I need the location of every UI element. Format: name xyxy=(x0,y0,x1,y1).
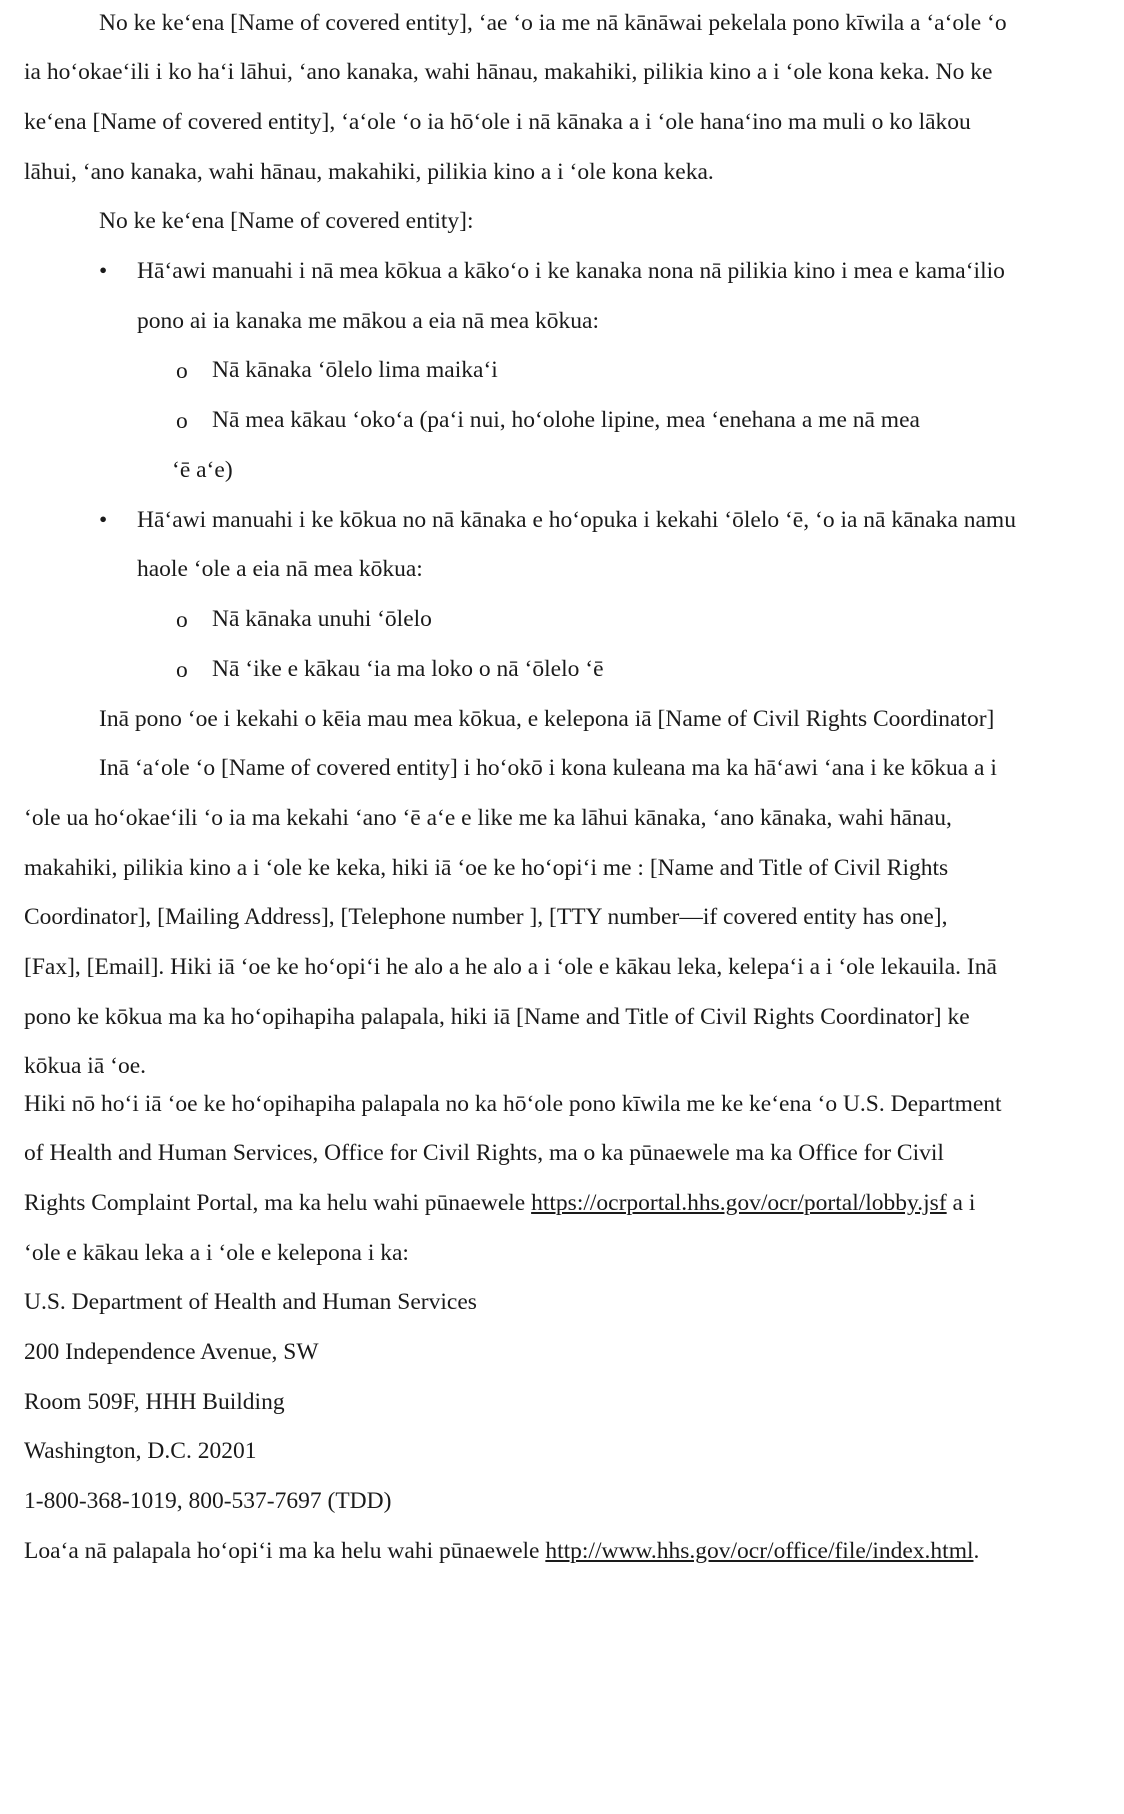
sub-bullet-marker: o xyxy=(176,607,188,633)
phone-numbers: 1-800-368-1019, 800-537-7697 (TDD) xyxy=(24,1488,392,1514)
bullet-1-line-2: pono ai ia kanaka me mākou a eia nā mea kōkua: xyxy=(137,308,599,334)
sub-bullet-1-2-line-1: Nā mea kākau ʻokoʻa (paʻi nui, hoʻolohe lipine, mea ʻenehana a me nā mea xyxy=(212,407,920,433)
paragraph-1-line-2: ia hoʻokaeʻili i ko haʻi lāhui, ʻano kanaka, wahi hānau, makahiki, pilikia kino a i ʻole kona keka. No ke xyxy=(24,59,993,85)
complaint-forms-line xyxy=(24,1536,979,1566)
paragraph-4-line-7: kōkua iā ʻoe. xyxy=(24,1053,147,1079)
address-line-1: U.S. Department of Health and Human Services xyxy=(24,1289,477,1315)
complaint-forms-text: Loaʻa nā palapala hoʻopiʻi ma ka helu wahi pūnaewele xyxy=(24,1538,546,1564)
address-line-3: Room 509F, HHH Building xyxy=(24,1389,285,1415)
paragraph-4-line-6: pono ke kōkua ma ka hoʻopihapiha palapala, hiki iā [Name and Title of Civil Rights Coordinator] ke xyxy=(24,1004,970,1030)
address-line-4: Washington, D.C. 20201 xyxy=(24,1438,257,1464)
paragraph-4-line-2: ʻole ua hoʻokaeʻili ʻo ia ma kekahi ʻano ʻē aʻe e like me ka lāhui kānaka, ʻano kānaka, wahi hānau, xyxy=(24,805,952,831)
sub-bullet-marker: o xyxy=(176,408,188,434)
address-line-2: 200 Independence Avenue, SW xyxy=(24,1339,319,1365)
paragraph-2: No ke keʻena [Name of covered entity]: xyxy=(99,208,474,234)
bullet-2-line-2: haole ʻole a eia nā mea kōkua: xyxy=(137,556,423,582)
paragraph-5-line-3-tail: a i xyxy=(946,1190,976,1216)
paragraph-4-line-3: makahiki, pilikia kino a i ʻole ke keka, hiki iā ʻoe ke hoʻopiʻi me : [Name and Title of Civil Rights xyxy=(24,855,949,881)
paragraph-4-line-4: Coordinator], [Mailing Address], [Telephone number ], [TTY number—if covered entity has one], xyxy=(24,904,948,930)
paragraph-3: Inā pono ʻoe i kekahi o kēia mau mea kōkua, e kelepona iā [Name of Civil Rights Coordinator] xyxy=(99,706,995,732)
paragraph-5-line-3-text: Rights Complaint Portal, ma ka helu wahi pūnaewele xyxy=(24,1190,532,1216)
paragraph-1-line-3: keʻena [Name of covered entity], ʻaʻole ʻo ia hōʻole i nā kānaka a i ʻole hanaʻino ma muli o ko lākou xyxy=(24,109,971,135)
bullet-marker: • xyxy=(99,258,108,284)
paragraph-4-line-5: [Fax], [Email]. Hiki iā ʻoe ke hoʻopiʻi he alo a he alo a i ʻole e kākau leka, kelepaʻi a i ʻole lekauila. Inā xyxy=(24,954,997,980)
bullet-2-line-1: Hāʻawi manuahi i ke kōkua no nā kānaka e hoʻopuka i kekahi ʻōlelo ʻē, ʻo ia nā kānaka namu xyxy=(137,507,1016,533)
sub-bullet-1-1: Nā kānaka ʻōlelo lima maikaʻi xyxy=(212,357,498,383)
sub-bullet-marker: o xyxy=(176,358,188,384)
complaint-forms-link[interactable]: http://www.hhs.gov/ocr/office/file/index.html xyxy=(545,1538,974,1564)
paragraph-1-line-4: lāhui, ʻano kanaka, wahi hānau, makahiki, pilikia kino a i ʻole kona keka. xyxy=(24,159,714,185)
paragraph-5-line-1: Hiki nō hoʻi iā ʻoe ke hoʻopihapiha palapala no ka hōʻole pono kīwila me ke keʻena ʻo U.S. Department xyxy=(24,1091,1002,1117)
sub-bullet-marker: o xyxy=(176,657,188,683)
complaint-forms-period: . xyxy=(973,1538,980,1564)
paragraph-5-line-4: ʻole e kākau leka a i ʻole e kelepona i ka: xyxy=(24,1240,409,1266)
sub-bullet-2-2: Nā ʻike e kākau ʻia ma loko o nā ʻōlelo ʻē xyxy=(212,656,604,682)
sub-bullet-1-2-line-2: ʻē aʻe) xyxy=(172,457,233,483)
paragraph-5-line-2: of Health and Human Services, Office for Civil Rights, ma o ka pūnaewele ma ka Office for Civil xyxy=(24,1140,944,1166)
bullet-marker: • xyxy=(99,507,108,533)
ocr-portal-link[interactable]: https://ocrportal.hhs.gov/ocr/portal/lobby.jsf xyxy=(531,1190,947,1216)
bullet-1-line-1: Hāʻawi manuahi i nā mea kōkua a kākoʻo i ke kanaka nona nā pilikia kino i mea e kamaʻilio xyxy=(137,258,1005,284)
paragraph-5-line-3 xyxy=(24,1188,975,1218)
paragraph-4-line-1: Inā ʻaʻole ʻo [Name of covered entity] i hoʻokō i kona kuleana ma ka hāʻawi ʻana i ke kōkua a i xyxy=(99,755,997,781)
sub-bullet-2-1: Nā kānaka unuhi ʻōlelo xyxy=(212,606,432,632)
paragraph-1-line-1: No ke keʻena [Name of covered entity], ʻae ʻo ia me nā kānāwai pekelala pono kīwila a ʻaʻole ʻo xyxy=(99,10,1007,36)
